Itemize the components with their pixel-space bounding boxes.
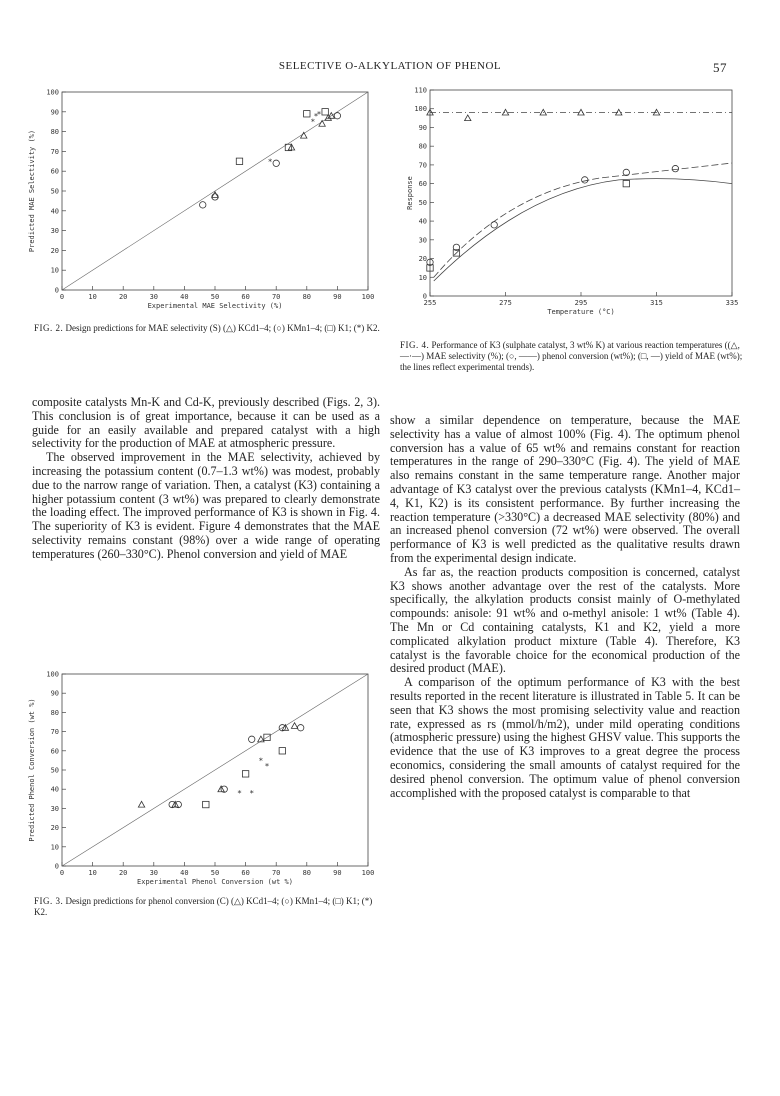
fig2-xtick-label: 20 [118, 293, 128, 301]
fig4-xtick-label: 315 [650, 299, 663, 307]
fig2-xtick-label: 60 [241, 293, 250, 301]
running-title: SELECTIVE O-ALKYLATION OF PHENOL [278, 60, 502, 72]
fig2-ytick-label: 20 [50, 246, 59, 255]
fig3-ytick-label: 20 [50, 824, 59, 833]
fig2-point-star: * [310, 117, 315, 127]
fig4-ytick-label: 20 [418, 255, 427, 264]
fig2-point-circle [212, 194, 218, 200]
fig4-ytick-label: 70 [418, 161, 427, 170]
fig2-xtick-label: 30 [149, 293, 159, 301]
fig4-trend-circle [434, 163, 732, 277]
fig4-ytick-label: 50 [418, 198, 427, 207]
fig2-caption-label: FIG. 2. [34, 323, 64, 333]
fig2-xtick-label: 50 [210, 293, 220, 301]
fig3-point-star: * [265, 762, 270, 772]
fig3-ytick-label: 100 [46, 670, 59, 679]
fig4-ytick-label: 40 [418, 217, 427, 226]
fig3-xtick-label: 80 [302, 869, 312, 877]
fig2-caption [34, 323, 380, 334]
fig4-ytick-label: 110 [414, 86, 427, 95]
fig4-ytick-label: 90 [418, 123, 427, 132]
fig3-xtick-label: 70 [271, 869, 281, 877]
right-para-1: show a similar dependence on temperature, because the MAE selectivity has a value of almost 100% (Fig. 4). The optimum phenol conversion has a value of 65 wt% and remains constant for reaction temperatures in the range of 290–330°C (Fig. 4). The yield of MAE also remains constant in the same temperature range. Another major advantage of K3 catalyst over the previous catalysts (KMn1–4, KCd1–4, K1, K2) is its consistent performance. By further increasing the reaction temperature (>330°C) a decreased MAE selectivity (80%) and an increased phenol conversion (72 wt%) were observed. The overall performance of K3 is well predicted as the qualitative results drawn from the experimental design indicate. [390, 413, 740, 565]
fig4-caption-text: Performance of K3 (sulphate catalyst, 3 wt% K) at various reaction temperatures ((△, —·—) MAE selectivity (%); (○, ——) phenol conversion (wt%); (□, —) yield of MAE (wt%); the lines reflect experimental trends). [400, 340, 743, 372]
fig3-point-triangle [291, 723, 297, 729]
right-para-3: A comparison of the optimum performance of K3 with the best results reported in the recent literature is illustrated in Table 5. It can be seen that K3 shows the most promising selectivity value and reaction rate, expressed as rs (mmol/h/m2), under mild operating conditions (atmospheric pressure) using the highest GHSV value. This supports the evidence that the use of K3 improves to a great degree the process economics, considering the small amounts of catalyst required for the desired phenol conversion. The optimum value of phenol conversion accomplished with the proposed catalyst is comparable to that [390, 675, 740, 800]
fig3-ylabel: Predicted Phenol Conversion (wt %) [28, 698, 36, 842]
fig2-xtick-label: 80 [302, 293, 312, 301]
fig2-point-square [322, 109, 328, 115]
fig2-ytick-label: 60 [50, 167, 59, 176]
fig2-point-square [236, 158, 242, 164]
fig4-svg [404, 86, 752, 332]
fig3-ytick-label: 70 [50, 728, 59, 737]
fig4-point-triangle [502, 109, 508, 115]
fig2-point-circle [273, 160, 279, 166]
fig4-frame [430, 90, 732, 296]
fig3-parity-line [62, 674, 368, 866]
fig4-ytick-label: 100 [414, 105, 427, 114]
fig3-point-star: * [258, 756, 263, 766]
fig3-ytick-label: 80 [50, 708, 59, 717]
fig2-point-star: * [317, 109, 322, 119]
fig4-xtick-label: 295 [574, 299, 588, 307]
fig2-svg [24, 86, 384, 318]
fig2-ytick-label: 70 [50, 147, 59, 156]
fig4-ytick-label: 0 [422, 292, 427, 301]
fig3-caption-label: FIG. 3. [34, 896, 64, 906]
fig4-ytick-label: 30 [418, 236, 427, 245]
fig2-point-square [304, 111, 310, 117]
right-para-2: As far as, the reaction products composition is concerned, catalyst K3 shows another advantage over the rest of the catalysts. More specifically, the alkylation products consist mainly of O-methylated compounds: anisole: 91 wt% and o-methyl anisole: 1 wt% (Table 4). The Mn or Cd containing catalysts, K1 and K2, yield a more complicated alkylation product mixture (Table 4). Therefore, K3 catalyst is the favorable choice for the economical production of the desired product (MAE). [390, 564, 740, 676]
fig3-xtick-label: 20 [118, 869, 128, 877]
fig4-xtick-label: 335 [725, 299, 739, 307]
fig3-xtick-label: 60 [241, 869, 250, 877]
fig4-xtick-label: 255 [423, 299, 437, 307]
fig3-ytick-label: 0 [54, 862, 59, 871]
left-column-text [32, 396, 380, 562]
fig2-ytick-label: 100 [46, 88, 59, 97]
fig4-caption [400, 340, 744, 373]
fig3-ytick-label: 60 [50, 747, 59, 756]
fig2-ytick-label: 50 [50, 187, 59, 196]
fig2-ytick-label: 10 [50, 266, 59, 275]
fig2-ytick-label: 90 [50, 108, 59, 117]
fig4-trend-square [434, 179, 732, 281]
fig3-xtick-label: 90 [333, 869, 342, 877]
fig2-xtick-label: 10 [88, 293, 97, 301]
fig4-ytick-label: 60 [418, 180, 427, 189]
fig2-point-star: * [268, 157, 273, 167]
fig3-ytick-label: 10 [50, 843, 59, 852]
fig3-xlabel: Experimental Phenol Conversion (wt %) [137, 878, 293, 886]
fig2-point-star: * [313, 111, 318, 121]
fig3-ytick-label: 40 [50, 785, 59, 794]
fig3-xtick-label: 0 [59, 869, 65, 877]
fig2-ytick-label: 80 [50, 128, 59, 137]
right-column-text [390, 414, 740, 800]
fig3-xtick-label: 40 [180, 869, 189, 877]
fig2-point-circle [334, 113, 340, 119]
fig2-xlabel: Experimental MAE Selectivity (%) [147, 302, 283, 310]
fig4-xtick-label: 275 [499, 299, 512, 307]
fig3-xtick-label: 10 [88, 869, 97, 877]
fig2-ytick-label: 30 [50, 227, 59, 236]
fig2-xtick-label: 0 [59, 293, 65, 301]
left-para-1: composite catalysts Mn-K and Cd-K, previously described (Figs. 2, 3). This conclusion is of great importance, because it can be used as a guide for an easily available and prepared catalyst with a high selectivity for the production of MAE at atmospheric pressure. [32, 395, 380, 451]
fig2-xtick-label: 70 [271, 293, 281, 301]
fig4-xlabel: Temperature (°C) [547, 308, 615, 316]
left-para-2: The observed improvement in the MAE selectivity, achieved by increasing the potassium content (0.7–1.3 wt%) was modest, probably due to the narrow range of variation. Then, a catalyst (K3) containing a higher potassium content (3 wt%) was prepared to clearly demonstrate the loading effect. The improved performance of K3 is shown in Fig. 4. The superiority of K3 is evident. Figure 4 demonstrates that the MAE selectivity remains constant (98%) over a wide range of operating temperatures (260–330°C). Phenol conversion and yield of MAE [32, 450, 380, 561]
fig2-ylabel: Predicted MAE Selectivity (%) [28, 129, 36, 253]
fig4-line-plot [404, 86, 752, 332]
fig3-point-square [203, 801, 209, 807]
fig3-point-triangle [138, 801, 144, 807]
fig2-ytick-label: 0 [54, 286, 59, 295]
fig3-caption [34, 896, 380, 918]
fig3-xtick-label: 30 [149, 869, 159, 877]
fig2-xtick-label: 90 [333, 293, 342, 301]
fig3-scatter-plot [24, 668, 384, 896]
fig4-ylabel: Response [406, 176, 414, 210]
fig2-point-circle [200, 202, 206, 208]
fig3-point-circle [297, 725, 303, 731]
fig3-point-square [242, 771, 248, 777]
fig3-svg [24, 668, 384, 896]
fig2-caption-text: Design predictions for MAE selectivity (S) (△) KCd1–4; (○) KMn1–4; (□) K1; (*) K2. [65, 323, 380, 333]
fig2-scatter-plot [24, 86, 384, 318]
fig3-ytick-label: 30 [50, 804, 59, 813]
fig3-ytick-label: 50 [50, 766, 59, 775]
fig3-ytick-label: 90 [50, 689, 59, 698]
fig3-point-circle [249, 736, 255, 742]
fig4-point-square [623, 180, 629, 186]
fig2-xtick-label: 40 [180, 293, 189, 301]
fig3-point-star: * [249, 789, 254, 799]
fig3-xtick-label: 100 [361, 869, 375, 877]
fig4-ytick-label: 80 [418, 142, 427, 151]
fig3-caption-text: Design predictions for phenol conversion (C) (△) KCd1–4; (○) KMn1–4; (□) K1; (*) K2. [34, 896, 373, 917]
fig4-point-circle [491, 222, 497, 228]
page-number: 57 [713, 60, 727, 75]
fig4-point-circle [582, 177, 588, 183]
fig2-ytick-label: 40 [50, 207, 59, 216]
fig3-point-square [279, 748, 285, 754]
fig4-point-triangle [465, 115, 471, 121]
fig4-point-circle [672, 165, 678, 171]
fig4-ytick-label: 10 [418, 273, 427, 282]
fig3-point-star: * [237, 789, 242, 799]
fig4-caption-label: FIG. 4. [400, 340, 430, 350]
fig3-xtick-label: 50 [210, 869, 220, 877]
fig2-xtick-label: 100 [361, 293, 375, 301]
